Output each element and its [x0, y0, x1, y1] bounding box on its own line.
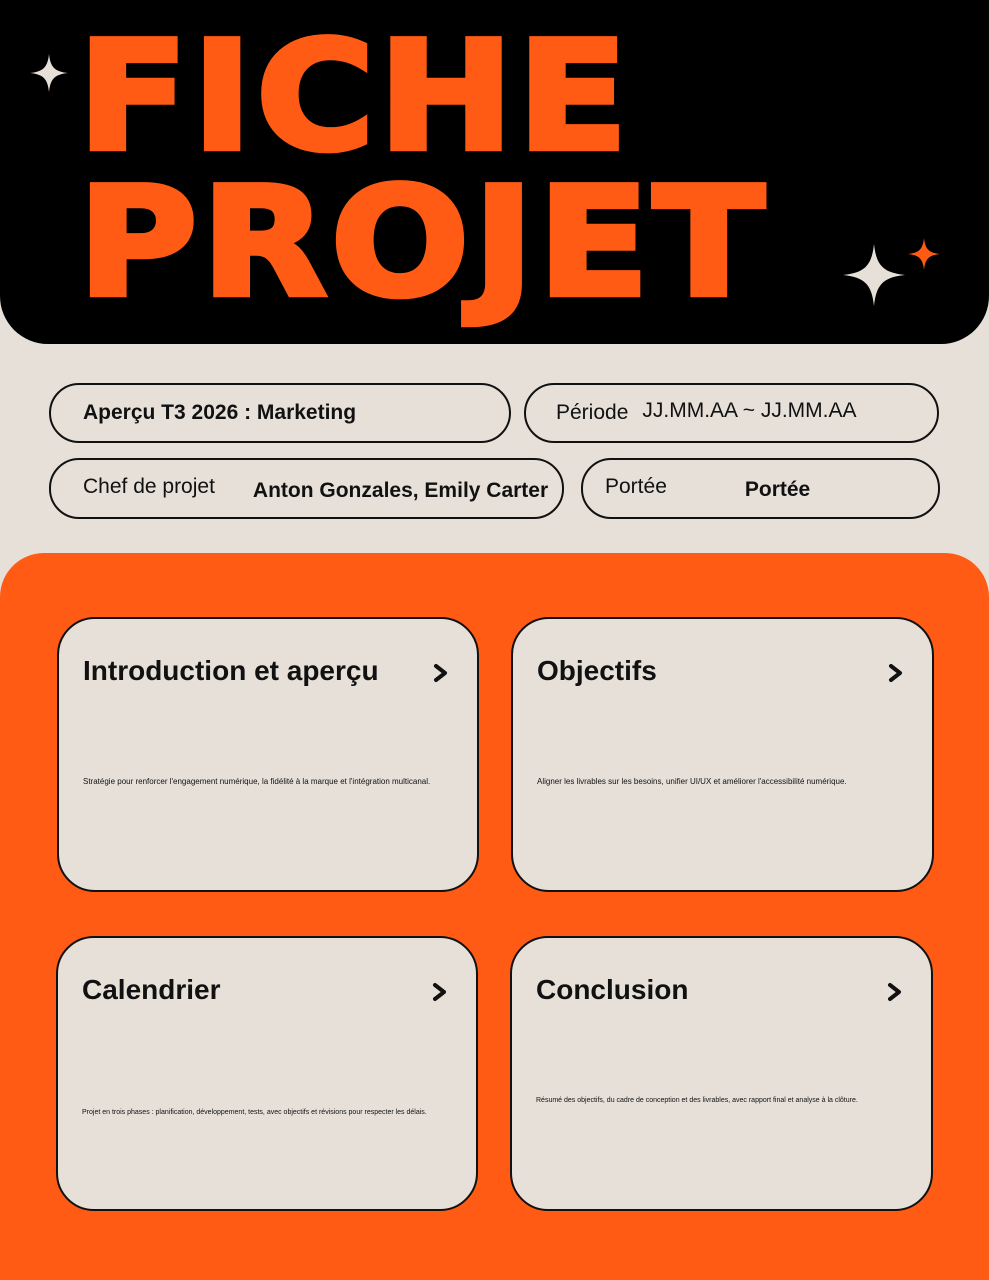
overview-text: Aperçu T3 2026 : Marketing — [83, 401, 357, 424]
card-conclusion[interactable] — [510, 936, 933, 1211]
sparkle-icon — [30, 54, 68, 92]
scope-pill — [581, 458, 940, 519]
manager-pill — [49, 458, 564, 519]
scope-value: Portée — [744, 477, 811, 501]
overview-pill — [49, 383, 511, 443]
manager-value: Anton Gonzales, Emily Carter — [252, 478, 549, 502]
card-title: Conclusion — [536, 974, 689, 1005]
card-text: Stratégie pour renforcer l'engagement numérique, la fidélité à la marque et l'intégration multicanal. — [83, 777, 431, 786]
title-line-2: PROJET — [78, 155, 769, 331]
card-title: Objectifs — [537, 655, 657, 686]
sparkle-icon — [843, 244, 905, 306]
period-value: JJ.MM.AA ~ JJ.MM.AA — [642, 399, 857, 422]
chevron-right-icon[interactable] — [888, 663, 904, 683]
chevron-right-icon[interactable] — [432, 982, 448, 1002]
hero-banner — [0, 0, 989, 344]
card-title: Calendrier — [82, 974, 221, 1005]
title-line-1: FICHE — [78, 9, 632, 185]
sparkle-icon — [908, 238, 940, 270]
period-pill — [524, 383, 939, 443]
card-text: Aligner les livrables sur les besoins, unifier UI/UX et améliorer l'accessibilité numérique. — [537, 777, 847, 786]
card-title: Introduction et aperçu — [83, 655, 379, 686]
manager-label: Chef de projet — [83, 474, 215, 498]
card-text: Résumé des objectifs, du cadre de conception et des livrables, avec rapport final et analyse à la clôture. — [536, 1097, 858, 1104]
card-calendar[interactable] — [56, 936, 478, 1211]
period-label: Période — [556, 401, 629, 424]
card-introduction[interactable] — [57, 617, 479, 892]
card-objectives[interactable] — [511, 617, 934, 892]
chevron-right-icon[interactable] — [887, 982, 903, 1002]
scope-label: Portée — [605, 474, 667, 498]
chevron-right-icon[interactable] — [433, 663, 449, 683]
card-text: Projet en trois phases : planification, développement, tests, avec objectifs et révisions pour respecter les délais. — [82, 1109, 427, 1116]
